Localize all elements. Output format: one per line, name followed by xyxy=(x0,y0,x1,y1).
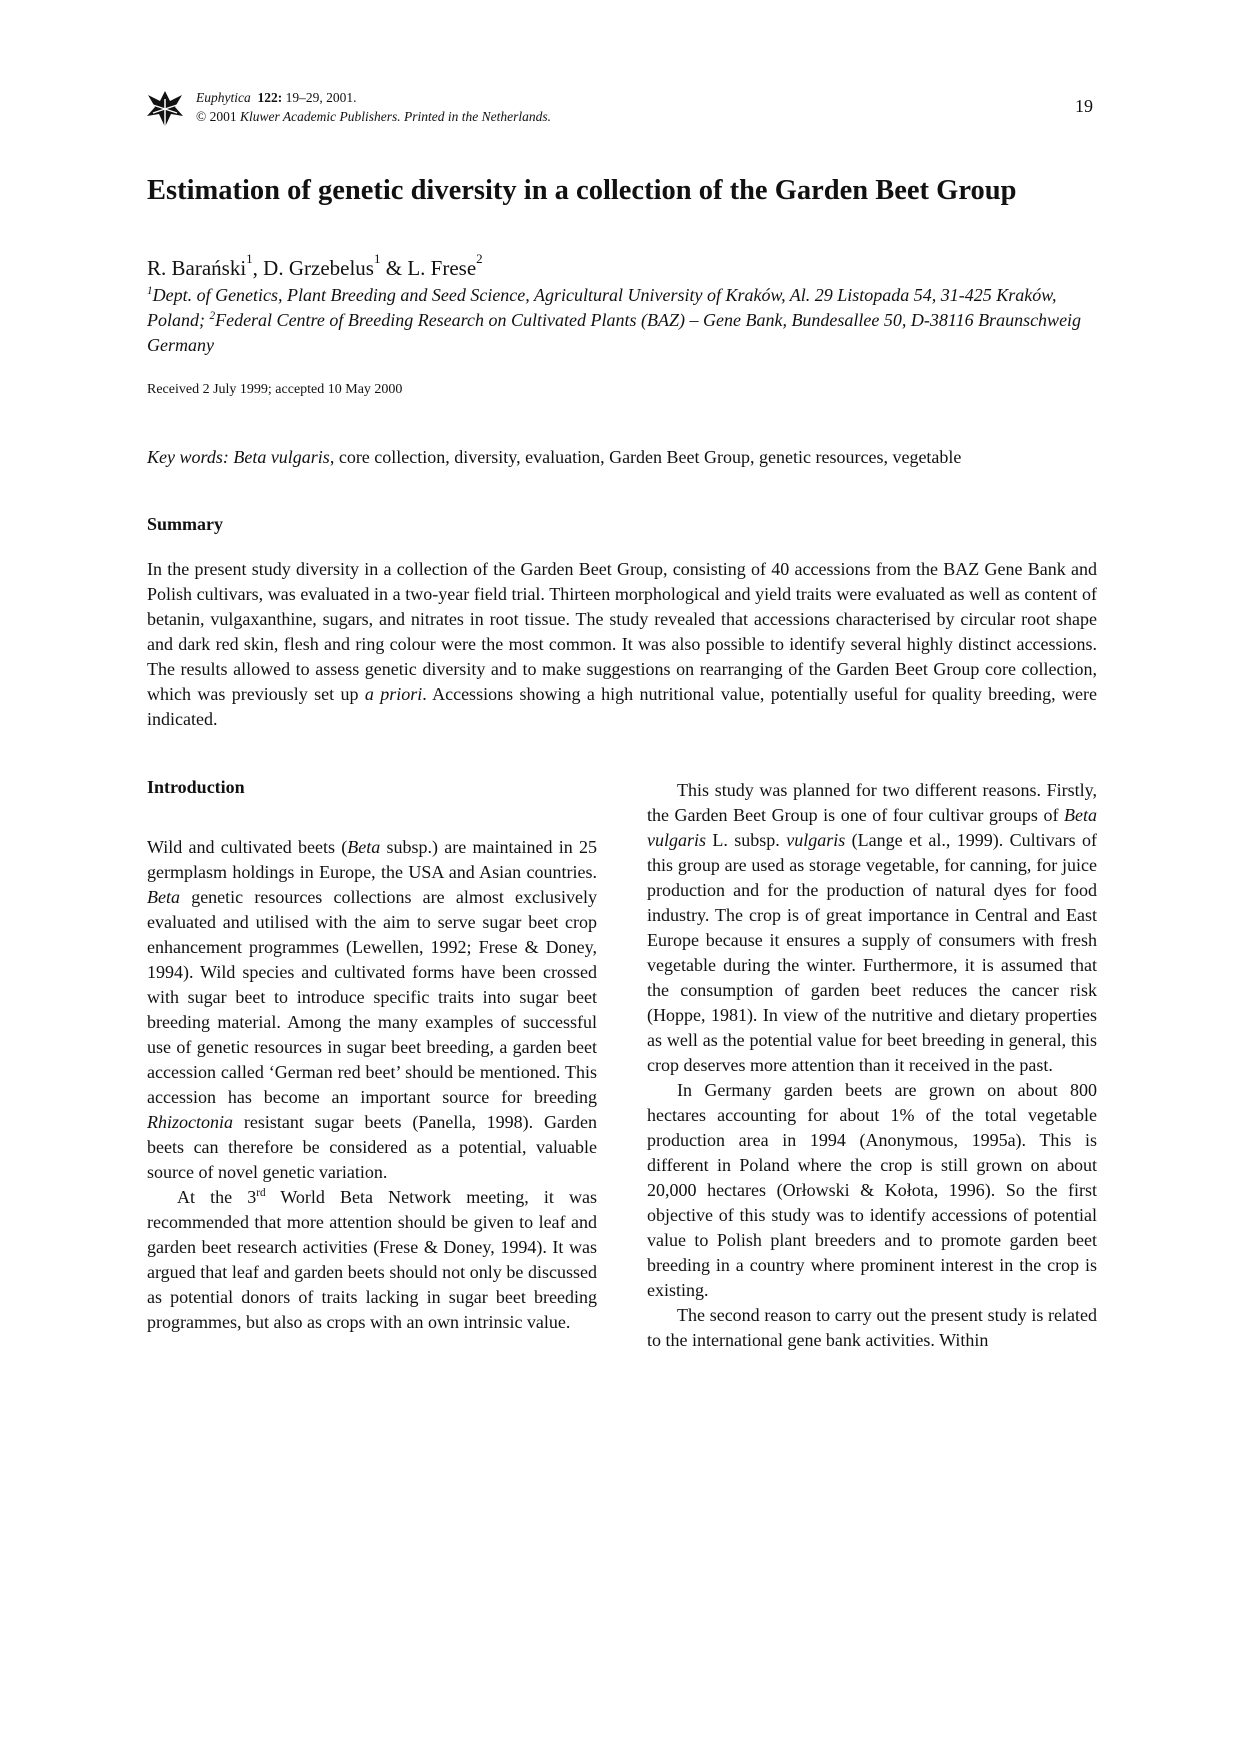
keywords-list: , core collection, diversity, evaluation, Garden Beet Group, genetic resources, vegetable xyxy=(329,447,962,467)
intro-paragraph-2 xyxy=(147,1185,597,1335)
affiliation-marker: 2 xyxy=(209,310,216,323)
journal-pages-year: 19–29, 2001. xyxy=(285,90,357,105)
summary-italic: a priori xyxy=(364,684,423,704)
text-run: At the 3 xyxy=(177,1187,257,1207)
right-column xyxy=(647,778,1097,1353)
italic-run: Beta xyxy=(147,887,180,907)
affiliation-marker: 1 xyxy=(147,285,153,298)
affiliation-text: Dept. of Genetics, Plant Breeding and Seed Science, Agricultural University of Kraków, Al. 29 Listopada 54, 31-425 Kraków, Poland; xyxy=(147,285,1057,330)
author-name: L. Frese xyxy=(407,256,477,280)
italic-run: Rhizoctonia xyxy=(147,1112,233,1132)
summary-text xyxy=(147,557,1097,732)
text-run: World Beta Network meeting, it was recommended that more attention should be given to leaf and garden beet research activities (Frese & Doney, 1994). It was argued that leaf and garden beets should not only be discussed as potential donors of traits lacking in sugar beet breeding programmes, but also as crops with an own intrinsic value. xyxy=(147,1187,597,1332)
text-run: (Lange et al., 1999). Cultivars of this group are used as storage vegetable, for canning, for juice production and for the production of natural dyes for food industry. The crop is of great importance in Central and East Europe because it ensures a supply of consumers with fresh vegetable during the winter. Furthermore, it is assumed that the consumption of garden beet reduces the cancer risk (Hoppe, 1981). In view of the nutritive and dietary properties as well as the potential value for beet breeding in general, this crop deserves more attention than it received in the past. xyxy=(647,830,1097,1075)
intro-paragraph-3 xyxy=(647,778,1097,1078)
left-column xyxy=(147,835,597,1335)
introduction-heading: Introduction xyxy=(147,777,245,797)
affiliation-marker: 1 xyxy=(373,251,381,267)
text-run: subsp.) are maintained in 25 germplasm holdings in Europe, the USA and Asian countries. xyxy=(147,837,597,882)
paper-title: Estimation of genetic diversity in a collection of the Garden Beet Group xyxy=(147,175,1017,206)
italic-run: Beta xyxy=(347,837,381,857)
author-separator: , xyxy=(252,256,264,280)
text-run: Wild and cultivated beets ( xyxy=(147,837,348,857)
author-list xyxy=(147,251,483,281)
text-run: genetic resources collections are almost exclusively evaluated and utilised with the aim to serve sugar beet crop enhancement programmes (Lewellen, 1992; Frese & Doney, 1994). Wild species and cultivated forms have been crossed with sugar beet to introduce specific traits into sugar beet breeding material. Among the many examples of successful use of genetic resources in sugar beet breeding, a garden beet accession called ‘German red beet’ should be mentioned. This accession has become an important source for breeding xyxy=(147,887,597,1107)
intro-paragraph-5: The second reason to carry out the present study is related to the international gene bank activities. Within xyxy=(647,1305,1097,1350)
publisher-logo-icon xyxy=(146,89,184,129)
journal-volume: 122: xyxy=(257,90,283,105)
author-name: R. Barański xyxy=(147,256,247,280)
italic-run: vulgaris xyxy=(786,830,846,850)
text-run: resistant sugar beets (Panella, 1998). Garden beets can therefore be considered as a potential, valuable source of novel genetic variation. xyxy=(147,1112,597,1182)
keywords xyxy=(147,447,961,468)
keyword-species: Beta vulgaris xyxy=(233,447,330,467)
affiliation-marker: 2 xyxy=(476,251,483,267)
publisher-line: Kluwer Academic Publishers. Printed in the Netherlands. xyxy=(240,109,551,124)
keywords-label: Key words: xyxy=(147,447,229,467)
affiliation-text: Federal Centre of Breeding Research on Cultivated Plants (BAZ) – Gene Bank, Bundesallee 50, D-38116 Braunschweig Germany xyxy=(147,310,1082,355)
author-name: D. Grzebelus xyxy=(263,256,374,280)
received-dates: Received 2 July 1999; accepted 10 May 2000 xyxy=(147,382,403,397)
text-run: This study was planned for two different reasons. Firstly, the Garden Beet Group is one of four cultivar groups of xyxy=(647,780,1097,825)
author-separator: & xyxy=(380,256,408,280)
copyright-prefix: © 2001 xyxy=(196,109,237,124)
ordinal-superscript: rd xyxy=(256,1187,266,1200)
italic-run: Beta vulgaris xyxy=(647,805,1097,850)
journal-header xyxy=(196,88,551,126)
journal-name: Euphytica xyxy=(196,90,251,105)
copyright-line xyxy=(196,107,551,126)
summary-heading: Summary xyxy=(147,514,223,534)
citation-line xyxy=(196,88,551,107)
summary-text-part: . Accessions showing a high nutritional value, potentially useful for quality breeding, were indicated. xyxy=(147,684,1098,729)
text-run: L. subsp. xyxy=(706,830,787,850)
affiliations xyxy=(147,283,1099,358)
intro-paragraph-1 xyxy=(147,835,597,1185)
affiliation-marker: 1 xyxy=(246,251,253,267)
summary-text-part: In the present study diversity in a collection of the Garden Beet Group, consisting of 40 accessions from the BAZ Gene Bank and Polish cultivars, was evaluated in a two-year field trial. Thirteen morphological and yield traits were evaluated as well as content of betanin, vulgaxanthine, sugars, and nitrates in root tissue. The study revealed that accessions characterised by circular root shape and dark red skin, flesh and ring colour were the most common. It was also possible to identify several highly distinct accessions. The results allowed to assess genetic diversity and to make suggestions on rearranging of the Garden Beet Group core collection, which was previously set up xyxy=(147,559,1097,704)
intro-paragraph-4: In Germany garden beets are grown on about 800 hectares accounting for about 1% of the total vegetable production area in 1994 (Anonymous, 1995a). This is different in Poland where the crop is still grown on about 20,000 hectares (Orłowski & Kołota, 1996). So the first objective of this study was to identify accessions of potential value to Polish plant breeders and to promote garden beet breeding in a country where prominent interest in the crop is existing. xyxy=(647,1080,1097,1300)
page-number: 19 xyxy=(1075,96,1093,116)
